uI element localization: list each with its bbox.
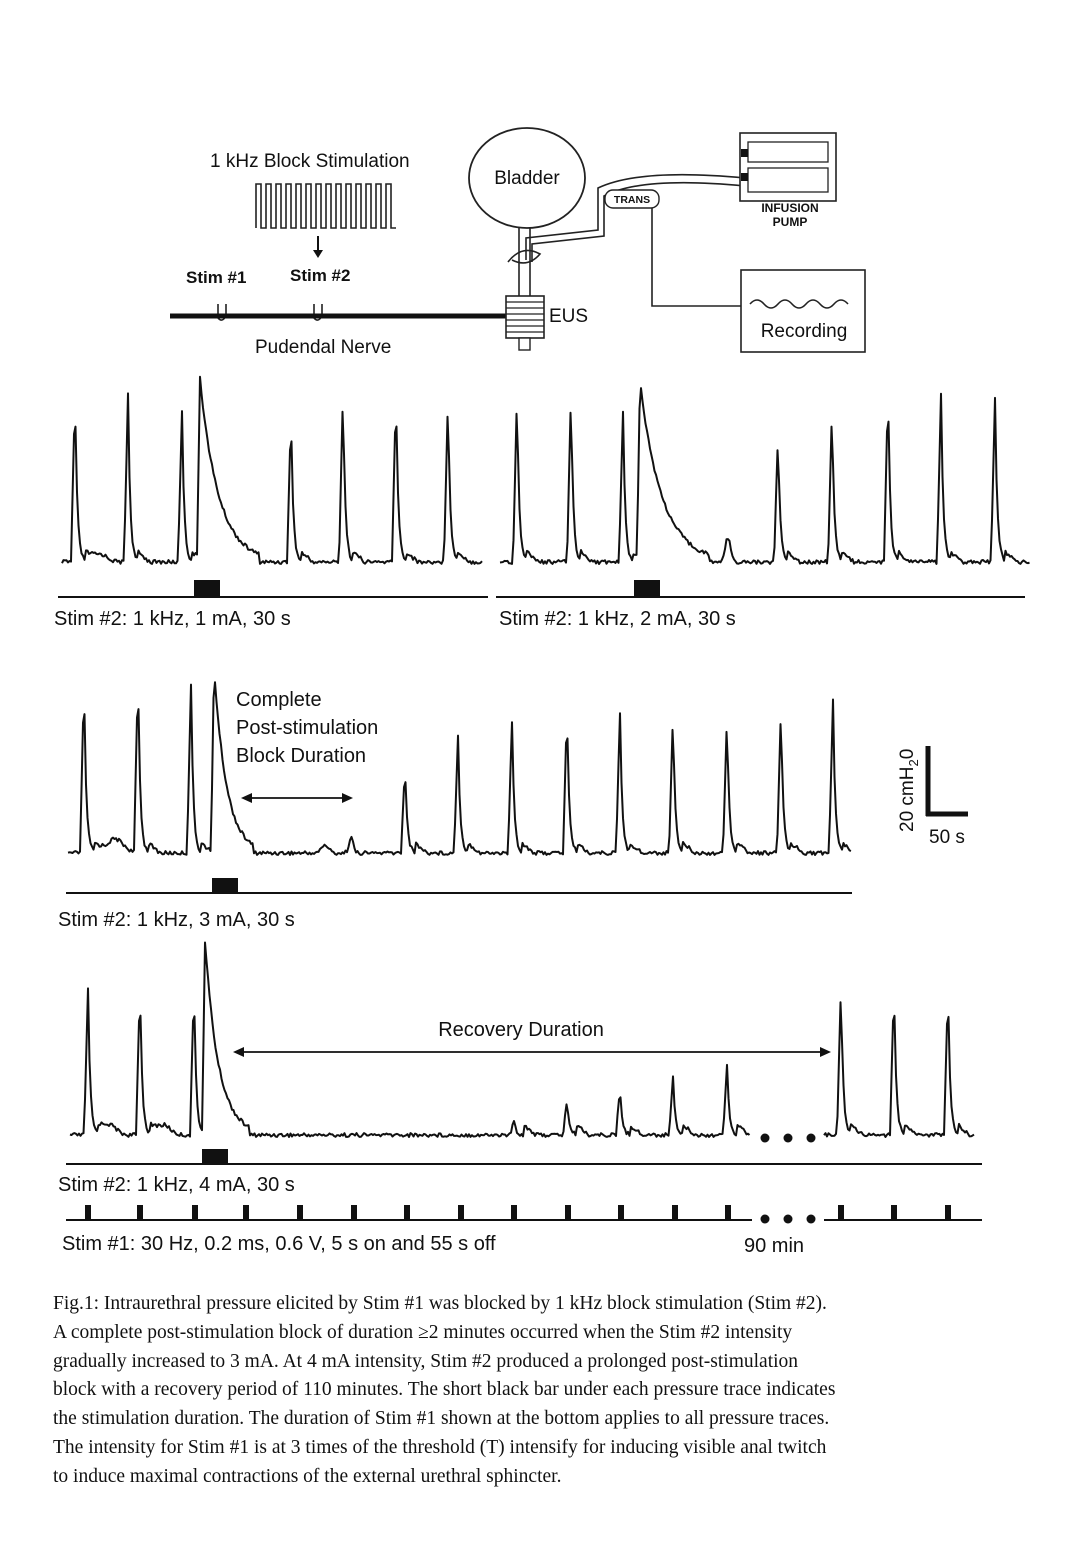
stim1-pulse (891, 1205, 897, 1220)
catheter-tie-icon (508, 250, 540, 262)
caption-line: to induce maximal contractions of the external urethral sphincter. (53, 1465, 562, 1487)
scale-bar-vertical-label: 20 cmH$_2$0 (897, 748, 921, 832)
stim1-pulse (838, 1205, 844, 1220)
stim1-pulse (511, 1205, 517, 1220)
panel-label-4mA: Stim #2: 1 kHz, 4 mA, 30 s (58, 1174, 295, 1196)
stim1-pulse (618, 1205, 624, 1220)
recovery-duration-label: Recovery Duration (438, 1019, 604, 1041)
transducer-label: TRANS (613, 194, 651, 206)
panel-3mA (58, 682, 968, 931)
stim1-pulse (458, 1205, 464, 1220)
pressure-trace-4mA-before-gap (70, 943, 750, 1138)
stim1-pulse (297, 1205, 303, 1220)
recording-label: Recording (760, 321, 848, 342)
pressure-trace-2mA (500, 388, 1030, 564)
block-stim-title: 1 kHz Block Stimulation (210, 151, 410, 172)
caption-line: The intensity for Stim #1 is at 3 times of the threshold (T) intensify for inducing visible anal twitch (53, 1436, 827, 1458)
caption-line: the stimulation duration. The duration of Stim #1 shown at the bottom applies to all pressure traces. (53, 1408, 830, 1430)
stim1-pulse (404, 1205, 410, 1220)
eus-label: EUS (549, 306, 589, 327)
block-arrow-head (313, 250, 323, 258)
stim1-pulse (351, 1205, 357, 1220)
stim1-pulse (192, 1205, 198, 1220)
figure-caption (53, 1290, 1025, 1492)
pressure-trace-3mA (68, 682, 851, 855)
panel-2mA (496, 388, 1030, 630)
stim1-pulse (85, 1205, 91, 1220)
transducer-cable (652, 208, 742, 306)
urethra-outlet (519, 338, 530, 350)
block-duration-arrowhead-right (342, 793, 353, 803)
stim1-electrode-label: Stim #1 (186, 268, 247, 287)
caption-line: block with a recovery period of 110 minutes. The short black bar under each pressure trace indicates (53, 1379, 836, 1401)
stim-bar-2mA (634, 580, 660, 596)
panel-label-3mA: Stim #2: 1 kHz, 3 mA, 30 s (58, 909, 295, 931)
recovery-arrowhead-right (820, 1047, 831, 1057)
stim1-parameters-label: Stim #1: 30 Hz, 0.2 ms, 0.6 V, 5 s on and 55 s off (62, 1233, 496, 1255)
pump-port-bottom (741, 173, 748, 181)
pump-label-line1: INFUSION (761, 201, 819, 215)
stim1-pulse (137, 1205, 143, 1220)
block-duration-arrowhead-left (241, 793, 252, 803)
panel-label-2mA: Stim #2: 1 kHz, 2 mA, 30 s (499, 608, 736, 630)
stim-bar-4mA (202, 1149, 228, 1165)
pudendal-nerve-label: Pudendal Nerve (255, 337, 392, 358)
block-duration-label-line3: Block Duration (236, 745, 367, 767)
stim1-pulses (85, 1205, 951, 1220)
stim1-pulse (725, 1205, 731, 1220)
stim1-gap-dots (761, 1215, 816, 1224)
pressure-trace-4mA-after-gap (824, 1002, 974, 1137)
scale-bar-horizontal-label: 50 s (929, 827, 965, 848)
stim1-pulse (945, 1205, 951, 1220)
pump-label-line2: PUMP (772, 215, 808, 229)
block-duration-label-line2: Post-stimulation (236, 717, 379, 739)
pump-port-top (741, 149, 748, 157)
stim1-pulse-train (62, 1205, 982, 1257)
schematic (170, 128, 865, 358)
caption-line: gradually increased to 3 mA. At 4 mA intensity, Stim #2 produced a prolonged post-stimulation (53, 1350, 799, 1372)
recovery-arrowhead-left (233, 1047, 244, 1057)
stim1-pulse (672, 1205, 678, 1220)
stim-bar-3mA (212, 878, 238, 894)
pressure-trace-1mA (62, 377, 482, 564)
caption-line: A complete post-stimulation block of duration ≥2 minutes occurred when the Stim #2 intensity (53, 1321, 793, 1343)
time-gap-label: 90 min (744, 1235, 805, 1257)
stim1-pulse (243, 1205, 249, 1220)
panel-label-1mA: Stim #2: 1 kHz, 1 mA, 30 s (54, 608, 291, 630)
stim1-pulse (565, 1205, 571, 1220)
block-duration-label-line1: Complete (236, 689, 322, 711)
stim2-electrode-label: Stim #2 (290, 266, 351, 285)
caption-line: Fig.1: Intraurethral pressure elicited by Stim #1 was blocked by 1 kHz block stimulation (Stim #2). (53, 1293, 827, 1314)
panel-4mA (58, 943, 982, 1197)
bladder-label: Bladder (494, 168, 560, 189)
panel-1mA (54, 377, 488, 630)
block-waveform (256, 184, 396, 228)
stim-bar-1mA (194, 580, 220, 596)
infusion-pump-icon (740, 133, 836, 201)
trace-gap-dots (761, 1134, 816, 1143)
